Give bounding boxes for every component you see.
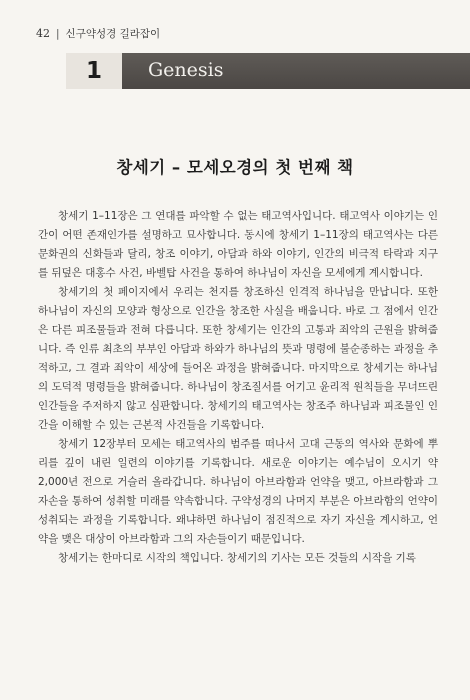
page-number: 42 [36,27,50,40]
paragraph: 창세기의 첫 페이지에서 우리는 천지를 창조하신 인격적 하나님을 만납니다. 또한 하나님이 자신의 모양과 형상으로 인간을 창조한 사실을 배웁니다. 바로 그 점에서 인간은 다른 피조물들과 전혀 다릅니다. 또한 창세기는 인간의 고통과 죄악의 근원을 밝혀줍니다. 즉 인류 최초의 부부인 아담과 하와가 하나님의 뜻과 명령에 불순종하는 과정을 추적하고, 그 결과 죄악이 세상에 들어온 과정을 밝혀줍니다. 마지막으로 창세기는 하나님의 도덕적 명령들을 밝혀줍니다. 하나님이 창조질서를 어기고 윤리적 원칙들을 무너뜨린 인간들을 주저하지 않고 심판합니다. 창세기의 태고역사는 창조주 하나님과 피조물인 인간을 이해할 수 있는 근본적 사건들을 기록합니다. [38,286,438,431]
paragraph: 창세기는 한마디로 시작의 책입니다. 창세기의 기사는 모든 것들의 시작을 기록 [58,552,416,564]
header-separator: | [56,28,60,40]
running-head [36,26,160,41]
paragraph: 창세기 1–11장은 그 연대를 파악할 수 없는 태고역사입니다. 태고역사 이야기는 인간이 어떤 존재인가를 설명하고 묘사합니다. 동시에 창세기 1–11장의 태고역사는 다른 문화권의 신화들과 달리, 창조 이야기, 아담과 하와 이야기, 인간의 비극적 타락과 지구를 뒤덮은 대홍수 사건, 바벨탑 사건을 통하여 하나님이 자신을 모세에게 계시합니다. [38,210,438,279]
book-title: 신구약성경 길라잡이 [65,28,161,40]
chapter-banner [66,53,470,89]
body-text [38,207,438,568]
section-title: 창세기 – 모세오경의 첫 번째 책 [116,158,354,177]
chapter-title: Genesis [148,59,224,81]
paragraph: 창세기 12장부터 모세는 태고역사의 범주를 떠나서 고대 근동의 역사와 문화에 뿌리를 깊이 내린 일련의 이야기를 기록합니다. 새로운 이야기는 예수님이 오시기 약 2,000년 전으로 거슬러 올라갑니다. 하나님이 아브라함과 언약을 맺고, 아브라함과 그 자손을 통하여 성취할 미래를 약속합니다. 구약성경의 나머지 부분은 아브라함의 언약이 성취되는 과정을 기록합니다. 왜냐하면 하나님이 점진적으로 자기 자신을 계시하고, 언약을 맺은 대상이 아브라함과 그의 자손들이기 때문입니다. [38,438,438,545]
chapter-number: 1 [66,53,122,89]
